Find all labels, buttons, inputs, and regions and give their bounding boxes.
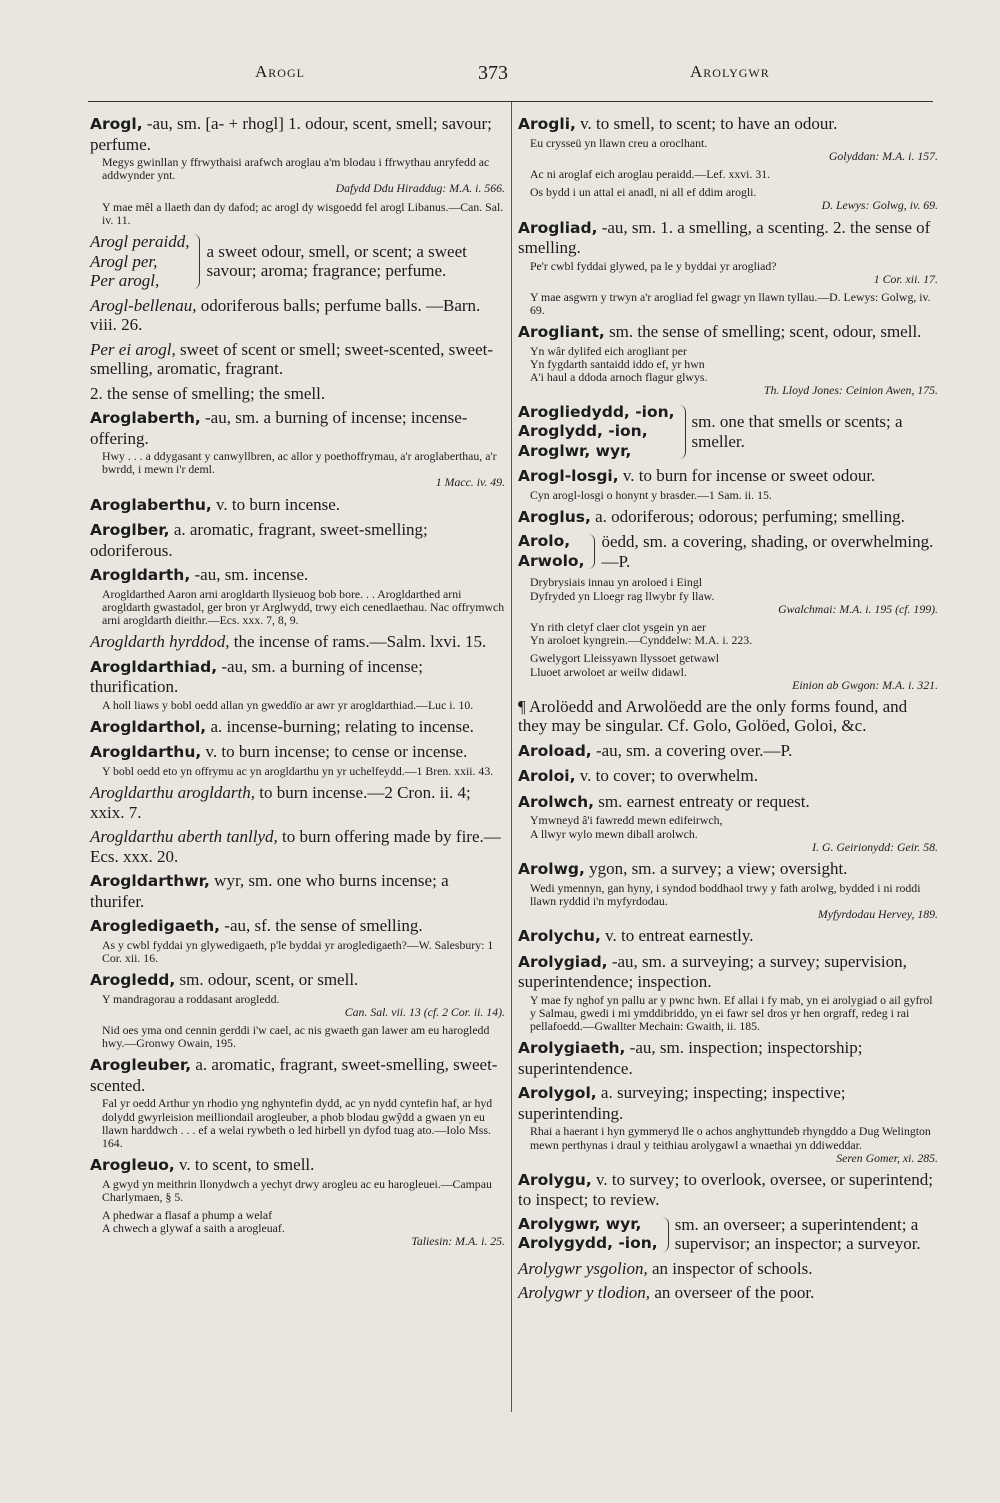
quotation xyxy=(530,168,938,181)
entry-text xyxy=(518,1259,938,1279)
quotation-source: Dafydd Ddu Hiraddug: M.A. i. 566. xyxy=(335,181,505,196)
quotation xyxy=(530,994,938,1034)
dictionary-entry xyxy=(518,697,938,736)
headword: Arolygiaeth, xyxy=(518,1039,626,1058)
entry-text xyxy=(518,1283,938,1303)
entry-text xyxy=(90,1055,505,1095)
entry-text xyxy=(518,741,938,762)
quotation-line: Yn rith cletyf claer clot ysgein yn aer xyxy=(530,619,706,634)
dictionary-entry xyxy=(90,1055,505,1150)
quotation-line: A holl liaws y bobl oedd allan yn gweddïo ar awr yr arogldarthiad.—Luc i. 10. xyxy=(102,697,474,712)
dictionary-entry xyxy=(90,565,505,627)
entry-text xyxy=(518,859,938,880)
dictionary-entry xyxy=(90,1155,505,1249)
entry-text xyxy=(518,466,938,487)
headword-list xyxy=(518,403,675,462)
entry-text xyxy=(90,408,505,448)
headword: Arolygwr, wyr, xyxy=(518,1214,642,1233)
quotation xyxy=(102,1024,505,1050)
definition: a. aromatic, fragrant, sweet-smelling; odoriferous. xyxy=(90,520,428,560)
dictionary-entry xyxy=(518,1170,938,1210)
dictionary-entry xyxy=(518,466,938,502)
definition: sm. an overseer; a superintendent; a supervisor; an inspector; a surveyor. xyxy=(674,1214,921,1254)
entry-text xyxy=(90,717,505,738)
brace xyxy=(679,405,686,460)
dictionary-entry xyxy=(518,114,938,213)
quotation-line: A gwyd yn meithrin llonydwch a yechyt drwy arogleu ac eu harogleuei.—Campau Charlymaen, § 5. xyxy=(102,1176,492,1204)
entry-group xyxy=(518,532,938,571)
quotation xyxy=(102,699,505,712)
dictionary-entry xyxy=(90,384,505,404)
headword: Arogledigaeth, xyxy=(90,917,221,936)
definition: a. surveying; inspecting; inspective; superintending. xyxy=(518,1083,846,1123)
quotation-source: Einion ab Gwgon: M.A. i. 321. xyxy=(792,677,938,692)
italic-headword: Arolygwr ysgolion, xyxy=(518,1258,648,1278)
definition: sm. the sense of smelling; scent, odour, smell. xyxy=(604,322,922,342)
italic-headword: Arolygwr y tlodion, xyxy=(518,1283,651,1303)
entry-text xyxy=(90,783,505,822)
entry-text xyxy=(518,952,938,992)
entry-text xyxy=(518,697,938,736)
dictionary-entry xyxy=(518,532,938,692)
headword: Aroglydd, -ion, xyxy=(518,422,648,441)
right-column xyxy=(518,114,938,1308)
entry-text xyxy=(518,507,938,528)
dictionary-entry xyxy=(90,495,505,516)
quotation-source: 1 Macc. iv. 49. xyxy=(435,475,505,490)
headword: Aroglaberth, xyxy=(90,409,201,428)
italic-headword: Arogldarthu aberth tanllyd, xyxy=(90,827,278,847)
headword: Arogliad, xyxy=(518,218,598,237)
definition: v. to smell, to scent; to have an odour. xyxy=(575,114,838,133)
definition: wyr, sm. one who burns incense; a thurifer. xyxy=(90,871,449,911)
dictionary-entry xyxy=(518,1083,938,1165)
definition: a sweet odour, smell, or scent; a sweet savour; aroma; fragrance; perfume. xyxy=(206,241,467,281)
quotation-source: Taliesin: M.A. i. 25. xyxy=(411,1234,505,1249)
headword: Arogldarthu, xyxy=(90,743,202,762)
dictionary-entry xyxy=(90,520,505,560)
quotation-line: Dyfryded yn Lloegr rag llwybr fy llaw. xyxy=(530,588,715,603)
quotation-line: Drybrysiais innau yn aroloed i Eingl xyxy=(530,575,703,590)
quotation-line: Yn wâr dylifed eich arogliant per xyxy=(530,343,687,358)
entry-text xyxy=(518,114,938,135)
entry-text xyxy=(90,657,505,697)
entry-text xyxy=(518,1083,938,1123)
definition: -au, sm. a covering over.—P. xyxy=(591,740,793,760)
header-right-guideword: Arolygwr xyxy=(690,62,770,81)
entry-text xyxy=(90,970,505,991)
quotation xyxy=(530,291,938,317)
headword-list xyxy=(518,1215,658,1254)
entry-text xyxy=(518,926,938,947)
dictionary-entry xyxy=(518,322,938,397)
quotation-line: Eu crysseü yn llawn creu a oroclhant. xyxy=(530,135,708,150)
headword: Arogli, xyxy=(518,115,576,133)
quotation xyxy=(102,156,505,196)
quotation xyxy=(530,137,938,163)
headword: Aroglwr, wyr, xyxy=(518,441,632,460)
dictionary-entry xyxy=(518,1283,938,1303)
page-number: 373 xyxy=(478,62,508,84)
entry-text xyxy=(90,632,505,652)
quotation xyxy=(530,621,938,647)
entry-group xyxy=(518,1215,938,1254)
quotation xyxy=(530,576,938,616)
headword: Aroglaberthu, xyxy=(90,495,212,514)
entry-group xyxy=(90,232,505,291)
headword: Arolygiad, xyxy=(518,952,608,971)
quotation-line: Os bydd i un attal ei anadl, ni all ef ddim arogli. xyxy=(530,185,757,200)
entry-text xyxy=(518,218,938,258)
dictionary-entry xyxy=(90,916,505,965)
definition: v. to entreat earnestly. xyxy=(600,926,754,946)
headword: Arolwch, xyxy=(518,792,595,811)
quotation-line: A chwech a glywaf a saith a arogleuaf. xyxy=(102,1221,285,1236)
definition: v. to burn incense. xyxy=(211,494,341,514)
dictionary-entry xyxy=(518,859,938,921)
headword: Arogleuo, xyxy=(90,1156,175,1175)
entry-text xyxy=(90,520,505,560)
italic-headword: Arogldarthu arogldarth, xyxy=(90,783,255,803)
headword: Arogledd, xyxy=(90,971,176,990)
definition: öedd, sm. a covering, shading, or overwhelming.—P. xyxy=(601,532,934,571)
entry-text xyxy=(90,495,505,516)
definition: to burn offering made by fire.—Ecs. xxx. 20. xyxy=(90,827,501,866)
quotation-source: D. Lewys: Golwg, iv. 69. xyxy=(821,198,938,213)
quotation xyxy=(102,1209,505,1249)
headword: Arogleuber, xyxy=(90,1056,192,1075)
brace xyxy=(193,234,200,289)
headword: Arogl peraidd, xyxy=(90,232,190,252)
dictionary-entry xyxy=(90,340,505,379)
italic-headword: Arogl-bellenau, xyxy=(90,295,197,315)
quotation-line: Y mae mêl a llaeth dan dy dafod; ac arogl dy wisgoedd fel arogl Libanus.—Can. Sal. iv. 11. xyxy=(102,199,504,227)
headword: Arogldarth, xyxy=(90,566,191,585)
dictionary-entry xyxy=(518,1259,938,1279)
dictionary-entry xyxy=(518,766,938,787)
italic-headword: Arogldarth hyrddod, xyxy=(90,632,230,652)
dictionary-entry xyxy=(518,952,938,1034)
quotation-source: Myfyrdodau Hervey, 189. xyxy=(817,906,938,921)
definition: -au, sm. [a- + rhogl] 1. odour, scent, smell; savour; perfume. xyxy=(90,114,492,154)
definition: sm. one that smells or scents; a smeller. xyxy=(691,412,903,451)
quotation-line: Y bobl oedd eto yn offrymu ac yn arogldarthu yn yr uchelfeydd.—1 Bren. xxii. 43. xyxy=(102,763,494,778)
definition: 2. the sense of smelling; the smell. xyxy=(90,383,326,403)
quotation-line: Rhai a haerant i hyn gymmeryd lle o achos anghyttundeb rhyngddo a Dug Welington mewn perthynas i draul y teithiau arolygawl a wnaethai yn ddiweddar. xyxy=(530,1124,931,1152)
quotation-source: Th. Lloyd Jones: Ceinion Awen, 175. xyxy=(763,383,938,398)
dictionary-entry xyxy=(518,792,938,854)
dictionary-entry xyxy=(90,232,505,291)
headword: Per arogl, xyxy=(90,271,160,291)
definition: -au, sm. incense. xyxy=(190,565,309,585)
dictionary-entry xyxy=(90,742,505,778)
headword: Arogldarthwr, xyxy=(90,872,210,891)
headword-list xyxy=(90,232,189,291)
headword: Arolygydd, -ion, xyxy=(518,1234,658,1253)
definition: an inspector of schools. xyxy=(647,1258,813,1278)
entry-text xyxy=(90,916,505,937)
quotation-source: Seren Gomer, xi. 285. xyxy=(836,1150,938,1165)
definition: v. to survey; to overlook, oversee, or superintend; to inspect; to review. xyxy=(518,1169,933,1210)
entry-text xyxy=(90,1155,505,1176)
definition: v. to burn for incense or sweet odour. xyxy=(618,466,876,486)
definition: ¶ Arolöedd and Arwolöedd are the only forms found, and they may be singular. Cf. Golo, Golöed, Goloi, &c. xyxy=(518,696,908,736)
entry-text xyxy=(90,742,505,763)
running-header xyxy=(0,62,1000,92)
headword: Arolwg, xyxy=(518,860,585,879)
quotation-line: A llwyr wylo mewn diball arolwch. xyxy=(530,826,698,841)
quotation-line: Pe'r cwbl fyddai glywed, pa le y byddai yr arogliad? xyxy=(530,258,777,273)
definition: v. to cover; to overwhelm. xyxy=(575,766,758,786)
quotation xyxy=(102,201,505,227)
dictionary-entry xyxy=(518,1038,938,1078)
quotation-source: I. G. Geirionydd: Geir. 58. xyxy=(812,839,938,854)
headword: Arogldarthol, xyxy=(90,717,207,736)
entry-text xyxy=(90,871,505,911)
quotation-line: As y cwbl fyddai yn glywedigaeth, p'le byddai yr arogledigaeth?—W. Salesbury: 1 Cor. xii. 16. xyxy=(102,937,494,965)
quotation-line: Y mae fy nghof yn pallu ar y pwnc hwn. Ef allai i fy mab, yn ei arolygiad o ail gyfrol y Salmau, gwedi i mi ymddibriddo, yn ei fawr sel dros yr hen orgraff, redeg i rai pellafoedd.—Gwallter Mechain: Gwaith, ii. 185. xyxy=(530,992,933,1034)
quotation xyxy=(102,450,505,490)
entry-text xyxy=(90,827,505,866)
quotation xyxy=(102,993,505,1019)
definition: sm. earnest entreaty or request. xyxy=(594,791,810,811)
headword: Arogliant, xyxy=(518,323,605,342)
dictionary-entry xyxy=(90,408,505,490)
left-column xyxy=(90,114,505,1254)
entry-group xyxy=(518,403,938,462)
quotation-line: Y mandragorau a roddasant arogledd. xyxy=(102,991,280,1006)
definition: a. aromatic, fragrant, sweet-smelling, sweet-scented. xyxy=(90,1055,498,1095)
quotation-line: Cyn arogl-losgi o honynt y brasder.—1 Sam. ii. 15. xyxy=(530,487,772,502)
entry-text xyxy=(90,296,505,335)
header-left-guideword: Arogl xyxy=(255,62,305,81)
headword: Aroloi, xyxy=(518,767,576,786)
definition: -au, sm. a surveying; a survey; supervision, superintendence; inspection. xyxy=(518,951,907,992)
quotation-line: Megys gwinllan y ffrwythaisi arafwch aroglau a'm blodau i ffrwythau anryfedd ac addwynder ynt. xyxy=(102,155,490,183)
quotation-line: Yn fygdarth santaidd iddo ef, yr hwn xyxy=(530,357,705,372)
quotation xyxy=(102,588,505,628)
quotation-line: Y mae asgwrn y trwyn a'r arogliad fel gwagr yn llawn tyllau.—D. Lewys: Golwg, iv. 69. xyxy=(530,289,931,318)
definition: sm. odour, scent, or smell. xyxy=(175,970,359,990)
quotation xyxy=(102,765,505,778)
quotation-source: Golyddan: M.A. i. 157. xyxy=(828,148,938,163)
quotation-line: Lluoet arwoloet ar weilw didawl. xyxy=(530,664,687,679)
dictionary-entry xyxy=(518,403,938,462)
definition: odoriferous balls; perfume balls. —Barn. viii. 26. xyxy=(90,295,481,335)
dictionary-entry xyxy=(90,114,505,227)
quotation xyxy=(102,939,505,965)
brace xyxy=(588,534,595,569)
entry-text xyxy=(90,340,505,379)
quotation-line: Ac ni aroglaf eich aroglau peraidd.—Lef. xxvi. 31. xyxy=(530,166,771,181)
headword: Arolychu, xyxy=(518,927,601,946)
quotation xyxy=(102,1178,505,1204)
quotation-source: Can. Sal. vii. 13 (cf. 2 Cor. ii. 14). xyxy=(344,1004,505,1019)
headword: Arolygu, xyxy=(518,1170,592,1189)
quotation-line: Gwelygort Lleissyawn llyssoet getwawl xyxy=(530,651,720,666)
headword: Aroload, xyxy=(518,741,592,760)
definition: a. incense-burning; relating to incense. xyxy=(206,716,474,736)
headword-list xyxy=(518,532,584,571)
entry-text xyxy=(90,565,505,586)
italic-headword: Per ei arogl, xyxy=(90,339,176,359)
quotation xyxy=(102,1097,505,1150)
quotation-line: Wedi ymennyn, gan hyny, i syndod boddhaol trwy y fath arolwg, bydded i ni roddi llawn ryddid i'n myfyrdodau. xyxy=(530,880,921,908)
entry-text xyxy=(90,384,505,404)
dictionary-entry xyxy=(518,1215,938,1254)
definition: -au, sf. the sense of smelling. xyxy=(220,916,423,936)
quotation-line: Hwy . . . a ddygasant y canwyllbren, ac allor y poethoffrymau, a'r aroglaberthau, a'r bwrdd, i mewn i'r deml. xyxy=(102,449,497,477)
quotation-source: Gwalchmai: M.A. i. 195 (cf. 199). xyxy=(778,601,938,616)
entry-text xyxy=(518,322,938,343)
quotation-line: A'i haul a ddoda arnoch flagur glwys. xyxy=(530,370,708,385)
column-divider xyxy=(511,102,512,1412)
definition: -au, sm. inspection; inspectorship; superintendence. xyxy=(518,1038,863,1078)
quotation xyxy=(530,814,938,854)
brace xyxy=(662,1217,669,1252)
quotation xyxy=(530,1125,938,1165)
headword: Aroglus, xyxy=(518,507,591,526)
definition: v. to burn incense; to cense or incense. xyxy=(201,742,468,762)
headword: Arwolo, xyxy=(518,551,585,570)
headword: Arogliedydd, -ion, xyxy=(518,402,675,421)
dictionary-entry xyxy=(90,970,505,1050)
definition: -au, sm. a burning of incense; thurification. xyxy=(90,656,423,697)
dictionary-entry xyxy=(90,657,505,712)
dictionary-entry xyxy=(518,926,938,947)
definition: v. to scent, to smell. xyxy=(174,1155,315,1175)
entry-text xyxy=(518,1170,938,1210)
quotation xyxy=(530,260,938,286)
quotation-line: Yn aroloet kyngrein.—Cynddelw: M.A. i. 223. xyxy=(530,633,753,648)
headword: Arolygol, xyxy=(518,1084,597,1103)
definition: a. odoriferous; odorous; perfuming; smelling. xyxy=(590,506,905,526)
headword: Arolo, xyxy=(518,532,571,551)
entry-text xyxy=(518,1038,938,1078)
headword: Arogl per, xyxy=(90,251,158,271)
entry-text xyxy=(518,766,938,787)
headword: Arogldarthiad, xyxy=(90,657,218,676)
definition: the incense of rams.—Salm. lxvi. 15. xyxy=(229,632,487,652)
dictionary-entry xyxy=(90,871,505,911)
dictionary-entry xyxy=(518,741,938,762)
headword: Arogl, xyxy=(90,115,143,133)
quotation-line: Fal yr oedd Arthur yn rhodio yng nghyntefin dydd, ac yn nydd cyntefin haf, ar hyd dolydd gwyrleision meilliondail arogleuber, a phob blodau gwŷdd a gwaen yn eu llawn harddwch . . . ef a welai rywbeth o led hirbell yn dyfod tuag ato.—Iolo Mss. 164. xyxy=(102,1096,493,1150)
dictionary-entry xyxy=(90,632,505,652)
dictionary-entry xyxy=(90,717,505,738)
definition: -au, sm. 1. a smelling, a scenting. 2. the sense of smelling. xyxy=(518,217,931,258)
definition: -au, sm. a burning of incense; incense-offering. xyxy=(90,408,468,448)
entry-text xyxy=(518,792,938,813)
quotation-line: Arogldarthed Aaron arni arogldarth llysieuog bob bore. . . Arogldarthed arni arogldarth gwastadol, ger bron yr Arglwydd, trwy eich cenedlaethau. Nac offrymwch arni arogldarth dieithr.—Ecs. xxx. 7, 8, 9. xyxy=(102,586,505,628)
quotation xyxy=(530,345,938,398)
headword: Arogl-losgi, xyxy=(518,467,619,486)
dictionary-entry xyxy=(518,218,938,318)
headword: Aroglber, xyxy=(90,521,170,540)
entry-text xyxy=(90,114,505,154)
quotation-line: Ymwneyd â'i fawredd mewn edifeirwch, xyxy=(530,813,723,828)
quotation xyxy=(530,882,938,922)
definition: to burn incense.—2 Cron. ii. 4; xxix. 7. xyxy=(90,783,471,822)
quotation-line: A phedwar a flasaf a phump a welaf xyxy=(102,1208,273,1223)
dictionary-entry xyxy=(90,827,505,866)
definition: sweet of scent or smell; sweet-scented, sweet-smelling, aromatic, fragrant. xyxy=(90,339,494,379)
definition: ygon, sm. a survey; a view; oversight. xyxy=(584,859,848,879)
dictionary-entry xyxy=(518,507,938,528)
quotation xyxy=(530,489,938,502)
quotation xyxy=(530,186,938,212)
quotation xyxy=(530,652,938,692)
dictionary-entry xyxy=(90,783,505,822)
definition: an overseer of the poor. xyxy=(650,1283,815,1303)
dictionary-entry xyxy=(90,296,505,335)
quotation-line: Nid oes yma ond cennin gerddi i'w cael, ac nis gwaeth gan lawer am eu harogledd hwy.—Gronwy Owain, 195. xyxy=(102,1022,490,1051)
quotation-source: 1 Cor. xii. 17. xyxy=(873,271,938,286)
